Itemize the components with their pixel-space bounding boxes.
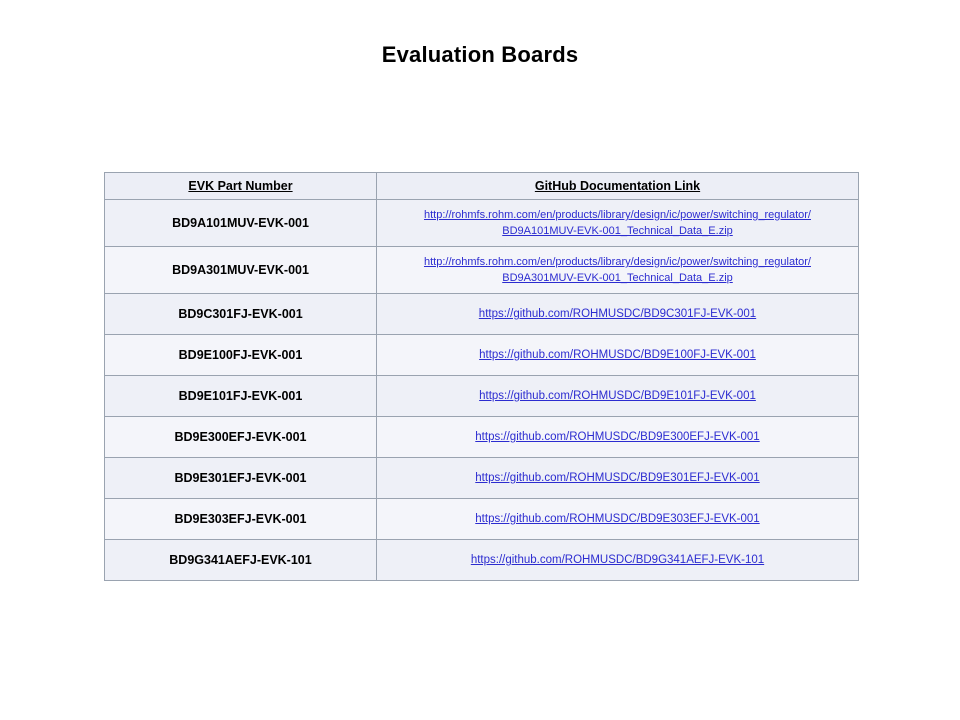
documentation-link-line2: BD9A101MUV-EVK-001_Technical_Data_E.zip xyxy=(502,225,733,237)
documentation-link[interactable]: https://github.com/ROHMUSDC/BD9E303EFJ-EVK-001 xyxy=(475,513,760,525)
cell-part-number: BD9E300EFJ-EVK-001 xyxy=(105,417,377,458)
table-row xyxy=(105,499,859,540)
cell-part-number: BD9E101FJ-EVK-001 xyxy=(105,376,377,417)
evaluation-boards-table xyxy=(104,172,859,581)
documentation-link[interactable] xyxy=(424,256,811,284)
documentation-link[interactable]: https://github.com/ROHMUSDC/BD9E100FJ-EVK-001 xyxy=(479,349,756,361)
cell-documentation-link xyxy=(377,200,859,247)
cell-part-number: BD9C301FJ-EVK-001 xyxy=(105,294,377,335)
cell-documentation-link xyxy=(377,458,859,499)
cell-part-number: BD9E303EFJ-EVK-001 xyxy=(105,499,377,540)
table-body xyxy=(105,200,859,581)
table-row xyxy=(105,417,859,458)
documentation-link[interactable]: https://github.com/ROHMUSDC/BD9E101FJ-EVK-001 xyxy=(479,390,756,402)
evaluation-boards-table-container xyxy=(104,172,858,581)
cell-documentation-link xyxy=(377,247,859,294)
cell-documentation-link xyxy=(377,335,859,376)
documentation-link[interactable]: https://github.com/ROHMUSDC/BD9G341AEFJ-EVK-101 xyxy=(470,554,765,566)
page-title: Evaluation Boards xyxy=(381,42,579,67)
column-header-part-number-label: EVK Part Number xyxy=(188,179,293,193)
cell-part-number: BD9E301EFJ-EVK-001 xyxy=(105,458,377,499)
documentation-link-line1: http://rohmfs.rohm.com/en/products/library/design/ic/power/switching_regulator/ xyxy=(423,209,811,221)
table-row xyxy=(105,294,859,335)
cell-part-number: BD9A301MUV-EVK-001 xyxy=(105,247,377,294)
documentation-link[interactable]: https://github.com/ROHMUSDC/BD9E300EFJ-EVK-001 xyxy=(475,431,760,443)
column-header-part-number xyxy=(105,173,377,200)
documentation-link-line2: BD9A301MUV-EVK-001_Technical_Data_E.zip xyxy=(502,272,733,284)
table-row xyxy=(105,376,859,417)
table-header xyxy=(105,173,859,200)
cell-documentation-link xyxy=(377,294,859,335)
cell-documentation-link xyxy=(377,376,859,417)
cell-documentation-link xyxy=(377,499,859,540)
table-row xyxy=(105,335,859,376)
cell-documentation-link xyxy=(377,540,859,581)
documentation-link[interactable]: https://github.com/ROHMUSDC/BD9E301EFJ-EVK-001 xyxy=(475,472,760,484)
cell-part-number: BD9A101MUV-EVK-001 xyxy=(105,200,377,247)
table-header-row xyxy=(105,173,859,200)
column-header-documentation-link-label: GitHub Documentation Link xyxy=(534,179,701,193)
table-row xyxy=(105,200,859,247)
cell-documentation-link xyxy=(377,417,859,458)
cell-part-number: BD9E100FJ-EVK-001 xyxy=(105,335,377,376)
table-row xyxy=(105,247,859,294)
documentation-link[interactable]: https://github.com/ROHMUSDC/BD9C301FJ-EVK-001 xyxy=(478,308,757,320)
table-row xyxy=(105,540,859,581)
column-header-documentation-link xyxy=(377,173,859,200)
table-row xyxy=(105,458,859,499)
documentation-link[interactable] xyxy=(424,209,811,237)
documentation-link-line1: http://rohmfs.rohm.com/en/products/library/design/ic/power/switching_regulator/ xyxy=(423,256,811,268)
cell-part-number: BD9G341AEFJ-EVK-101 xyxy=(105,540,377,581)
